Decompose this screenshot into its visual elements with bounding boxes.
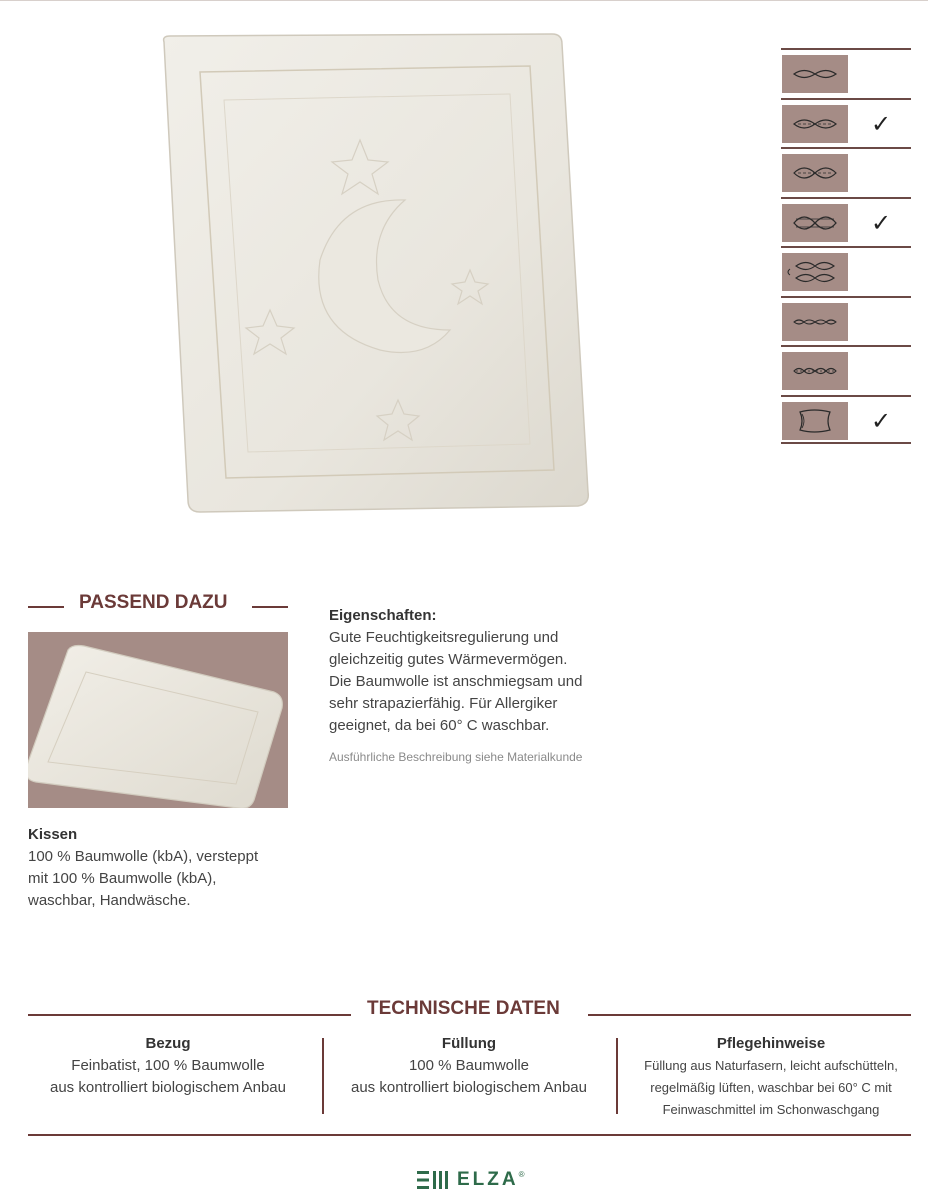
duvet-type-6-icon — [782, 303, 848, 341]
pflege-line: Feinwaschmittel im Schonwaschgang — [662, 1102, 880, 1117]
bezug-line: Feinbatist, 100 % Baumwolle — [71, 1057, 265, 1074]
kissen-line: 100 % Baumwolle (kbA), versteppt — [28, 848, 259, 865]
bottom-rule — [28, 1134, 911, 1136]
duvet-type-4-icon — [782, 204, 848, 242]
eigenschaften-line: gleichzeitig gutes Wärmevermögen. — [329, 651, 568, 668]
passend-heading: PASSEND DAZU — [79, 592, 228, 613]
fuellung-title: Füllung — [441, 1035, 497, 1052]
duvet-type-5-icon — [782, 253, 848, 291]
tech-rule-left — [28, 1014, 351, 1016]
legend-row — [781, 395, 911, 445]
eigenschaften-line: sehr strapazierfähig. Für Allergiker — [329, 695, 558, 712]
legend-row — [781, 345, 911, 395]
check-icon: ✓ — [871, 208, 892, 237]
eigenschaften-line: Gute Feuchtigkeitsregulierung und — [329, 629, 559, 646]
duvet-image — [150, 30, 595, 520]
pflege-title: Pflegehinweise — [716, 1035, 826, 1052]
eigenschaften-title: Eigenschaften: — [329, 607, 437, 624]
kissen-description — [28, 824, 298, 912]
bezug-line: aus kontrolliert biologischem Anbau — [50, 1079, 286, 1096]
duvet-type-7-icon — [782, 352, 848, 390]
pillow-image — [28, 632, 288, 808]
tech-rule-right — [588, 1014, 911, 1016]
product-type-legend — [781, 48, 911, 444]
eigenschaften-line: geeignet, da bei 60° C waschbar. — [329, 717, 550, 734]
pillow-icon — [782, 402, 848, 440]
elza-logo-mark-icon — [417, 1171, 453, 1189]
legend-row — [781, 296, 911, 346]
heading-rule-right — [252, 606, 288, 608]
bezug-title: Bezug — [145, 1035, 191, 1052]
brand-name: ELZA — [457, 1169, 519, 1190]
column-divider — [322, 1038, 324, 1114]
check-icon: ✓ — [871, 406, 892, 435]
elza-logo — [417, 1168, 525, 1192]
eigenschaften-line: Die Baumwolle ist anschmiegsam und — [329, 673, 583, 690]
heading-rule-left — [28, 606, 64, 608]
check-icon: ✓ — [871, 109, 892, 138]
legend-row — [781, 197, 911, 247]
materialkunde-note: Ausführliche Beschreibung siehe Materialkunde — [329, 750, 583, 764]
bezug-column — [28, 1033, 308, 1099]
legend-row — [781, 48, 911, 98]
fuellung-column — [330, 1033, 608, 1099]
technische-heading: TECHNISCHE DATEN — [367, 998, 560, 1019]
legend-row — [781, 246, 911, 296]
duvet-type-2-icon — [782, 105, 848, 143]
legend-row — [781, 147, 911, 197]
duvet-type-3-icon — [782, 154, 848, 192]
fuellung-line: 100 % Baumwolle — [408, 1057, 530, 1074]
duvet-type-1-icon — [782, 55, 848, 93]
trademark: ® — [518, 1170, 525, 1179]
fuellung-line: aus kontrolliert biologischem Anbau — [351, 1079, 587, 1096]
eigenschaften-block — [329, 605, 629, 737]
kissen-line: mit 100 % Baumwolle (kbA), — [28, 870, 217, 887]
pflege-column — [626, 1033, 916, 1121]
legend-row — [781, 98, 911, 148]
top-divider — [0, 0, 928, 1]
kissen-title: Kissen — [28, 826, 78, 843]
pflege-line: regelmäßig lüften, waschbar bei 60° C mit — [650, 1080, 892, 1095]
column-divider — [616, 1038, 618, 1114]
kissen-line: waschbar, Handwäsche. — [28, 892, 191, 909]
pflege-line: Füllung aus Naturfasern, leicht aufschütteln, — [644, 1058, 898, 1073]
